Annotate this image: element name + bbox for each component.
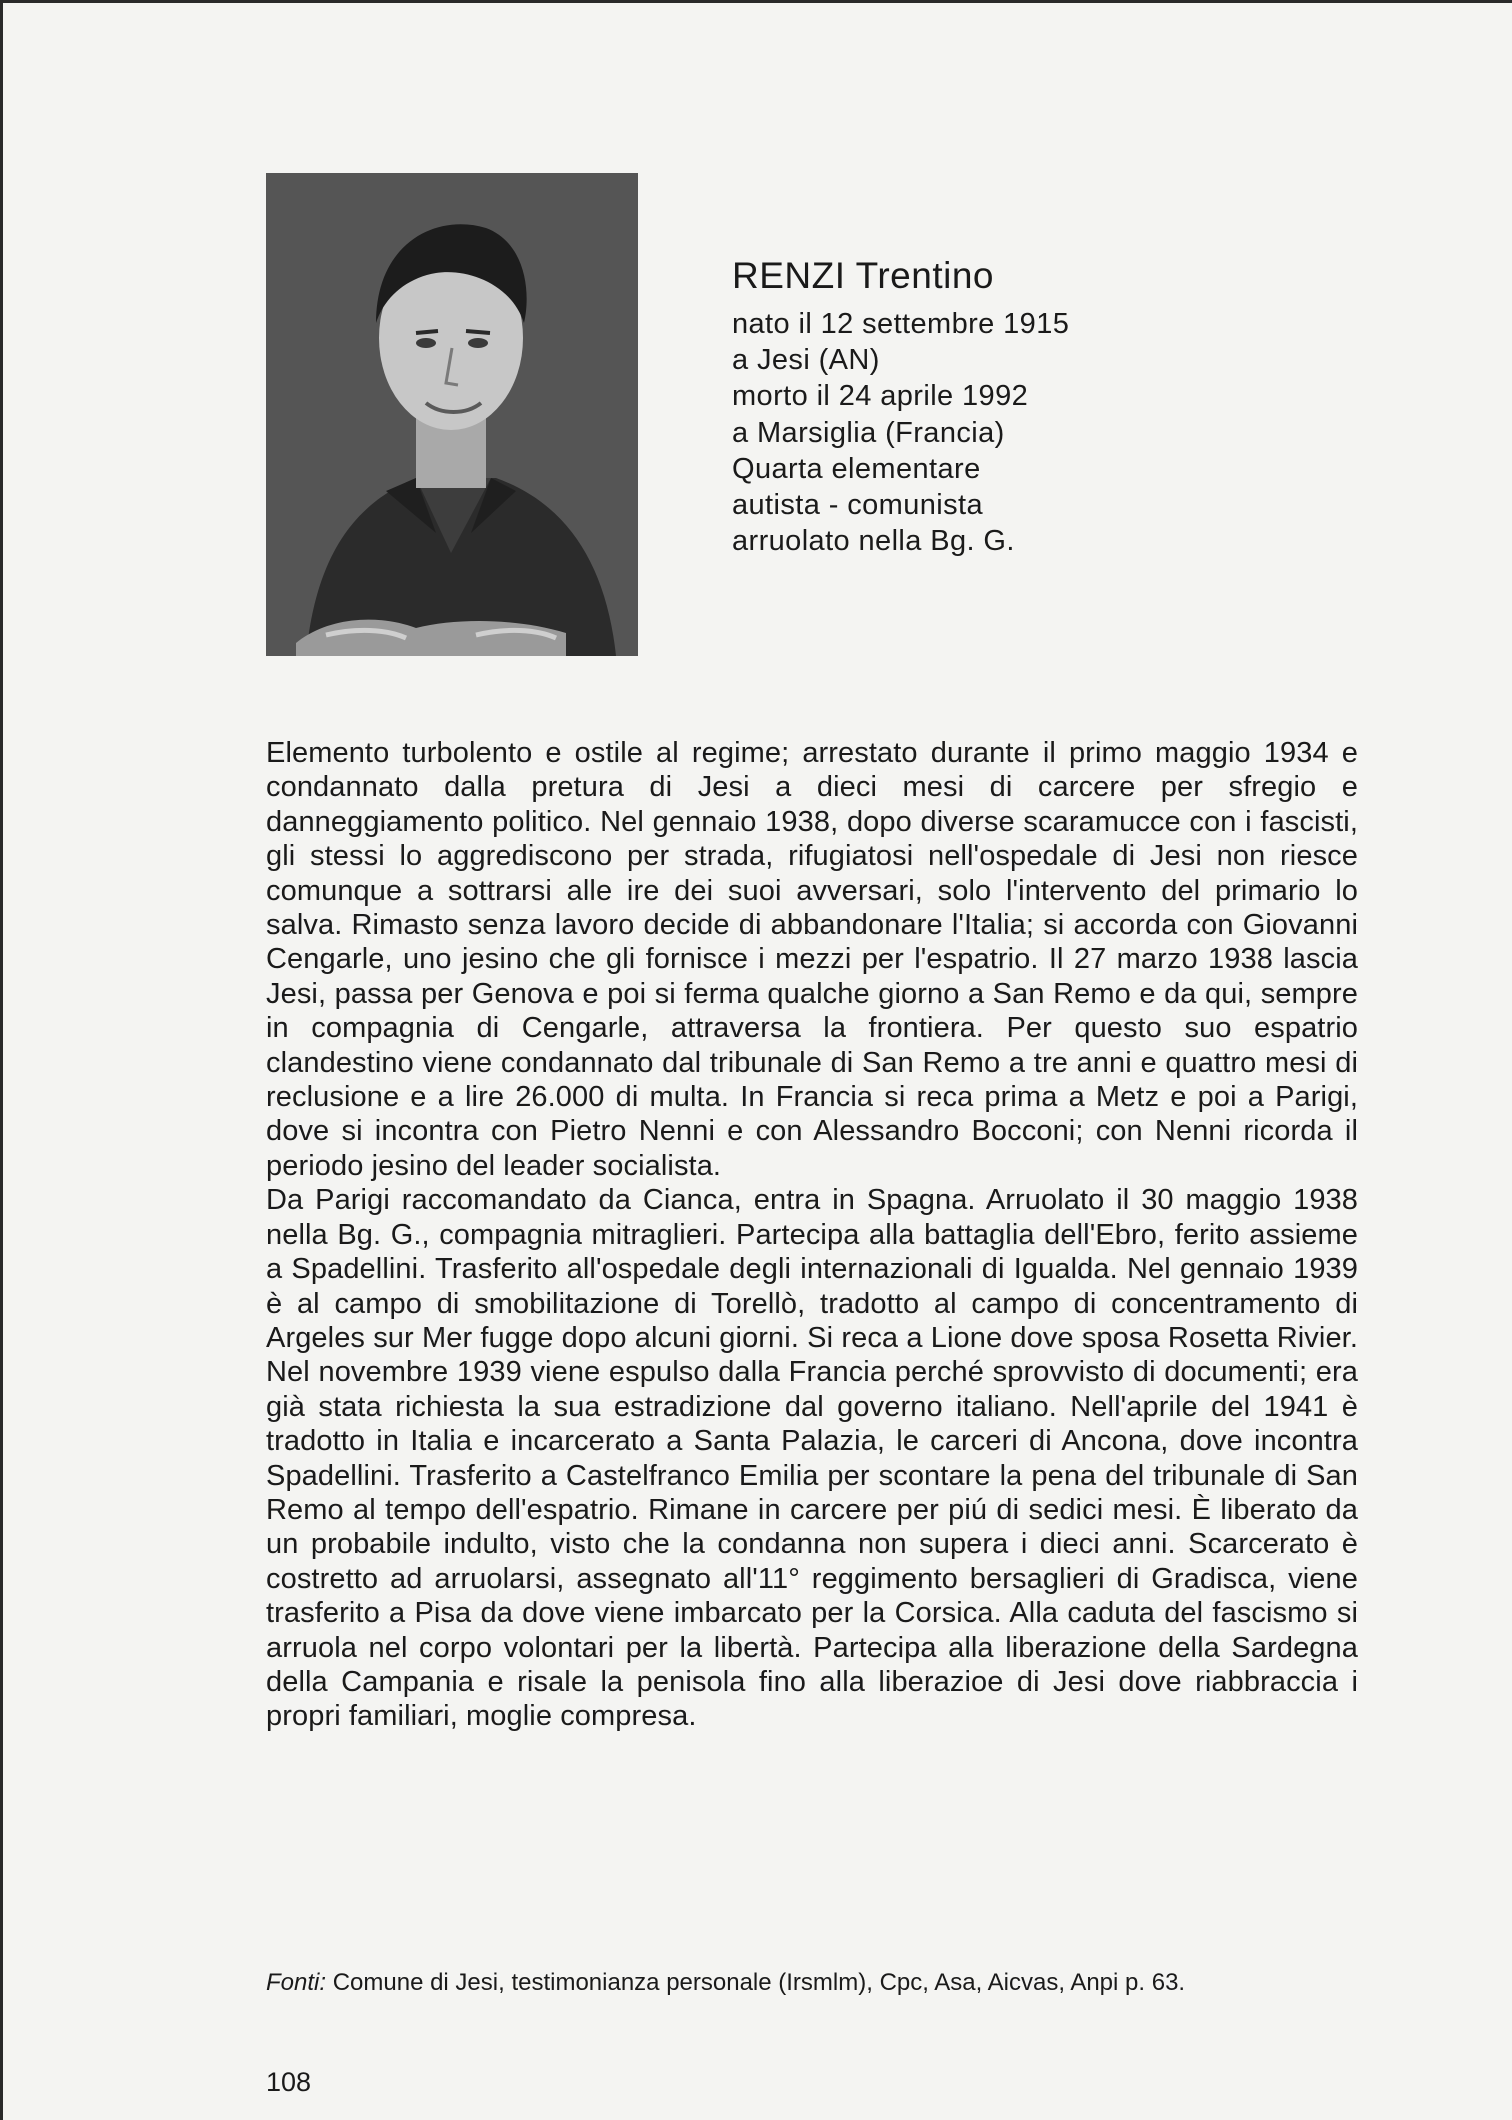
occupation-politics: autista - comunista — [732, 489, 983, 522]
person-name: RENZI Trentino — [732, 255, 994, 296]
portrait-photo — [266, 173, 638, 656]
page-number: 108 — [266, 2067, 312, 2097]
sources-note — [266, 1968, 1366, 1998]
death-date: morto il 24 aprile 1992 — [732, 380, 1029, 413]
biography-body — [266, 736, 1358, 1734]
page-edge — [0, 0, 1512, 3]
body-paragraph: Da Parigi raccomandato da Cianca, entra in Spagna. Arruolato il 30 maggio 1938 nella Bg. G., compagnia mitraglieri. Partecipa alla battaglia dell'Ebro, ferito assieme a Spadellini. Trasferito all'ospedale degli internazionali di Igualda. Nel gennaio 1939 è al campo di smobilitazione di Torellò, tradotto al campo di concentramento di Argeles sur Mer fugge dopo alcuni giorni. Si reca a Lione dove sposa Rosetta Rivier. Nel novembre 1939 viene espulso dalla Francia perché sprovvisto di documenti; era già stata richiesta la sua estradizione dal governo italiano. Nell'aprile del 1941 è tradotto in Italia e incarcerato a Santa Palazia, le carceri di Ancona, dove incontra Spadellini. Trasferito a Castelfranco Emilia per scontare la pena del tribunale di San Remo al tempo dell'espatrio. Rimane in carcere per piú di sedici mesi. È liberato da un probabile indulto, visto che la condanna non supera i dieci anni. Scarcerato è costretto ad arruolarsi, assegnato all'11° reggimento bersaglieri di Gradisca, viene trasferito a Pisa da dove viene imbarcato per la Corsica. Alla caduta del fascismo si arruola nel corpo volontari per la libertà. Partecipa alla liberazione della Sardegna della Campania e risale la penisola fino alla liberazioe di Jesi dove riabbraccia i propri familiari, moglie compresa. — [266, 1184, 1358, 1733]
education: Quarta elementare — [732, 452, 981, 485]
body-paragraph: Elemento turbolento e ostile al regime; arrestato durante il primo maggio 1934 e condannato dalla pretura di Jesi a dieci mesi di carcere per sfregio e danneggiamento politico. Nel gennaio 1938, dopo diverse scaramucce con i fascisti, gli stessi lo aggrediscono per strada, rifugiatosi nell'ospedale di Jesi non riesce comunque a sottrarsi alle ire dei suoi avversari, solo l'intervento del primario lo salva. Rimasto senza lavoro decide di abbandonare l'Italia; si accorda con Giovanni Cengarle, uno jesino che gli fornisce i mezzi per l'espatrio. Il 27 marzo 1938 lascia Jesi, passa per Genova e poi si ferma qualche giorno a San Remo e da qui, sempre in compagnia di Cengarle, attraversa la frontiera. Per questo suo espatrio clandestino viene condannato dal tribunale di San Remo a tre anni e quattro mesi di reclusione e a lire 26.000 di multa. In Francia si reca prima a Metz e poi a Parigi, dove si incontra con Pietro Nenni e con Alessandro Bocconi; con Nenni ricorda il periodo jesino del leader socialista. — [266, 737, 1358, 1182]
page-edge — [0, 0, 3, 2120]
portrait-illustration — [266, 173, 638, 656]
biography-header — [732, 252, 1432, 559]
death-place: a Marsiglia (Francia) — [732, 416, 1005, 449]
sources-text: Comune di Jesi, testimonianza personale (Irsmlm), Cpc, Asa, Aicvas, Anpi p. 63. — [332, 1969, 1186, 1996]
birth-place: a Jesi (AN) — [732, 344, 880, 377]
sources-label: Fonti: — [266, 1969, 327, 1996]
birth-date: nato il 12 settembre 1915 — [732, 308, 1070, 340]
enlistment: arruolato nella Bg. G. — [732, 525, 1015, 558]
